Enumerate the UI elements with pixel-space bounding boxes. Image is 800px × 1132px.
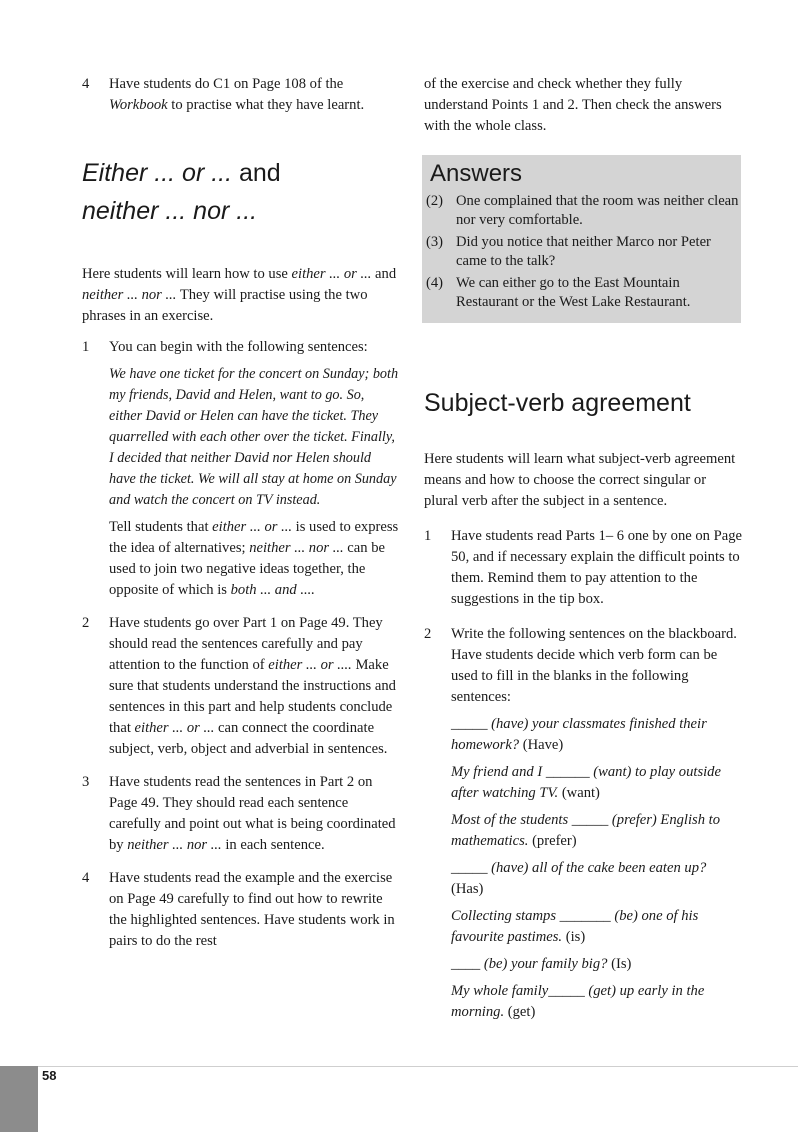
left-column	[82, 74, 400, 964]
right-column	[424, 74, 742, 1035]
example-sentence: _____ (have) all of the cake been eaten up? (Has)	[451, 860, 707, 897]
list-item	[82, 868, 400, 952]
item-text: Have students read the example and the exercise on Page 49 carefully to find out how to rewrite the highlighted sentences. Have students work in pairs to do the rest	[109, 870, 395, 949]
answer-text: One complained that the room was neither clean nor very comfortable.	[456, 193, 739, 228]
answer-item	[422, 233, 741, 271]
item-text: Have students go over Part 1 on Page 49. They should read the sentences carefully and pay attention to the function of either ... or .... Make sure that students understand the instructions and sentences in this part and help students conclude that either ... or ... can connect the coordinate subject, verb, object and adverbial in sentences.	[109, 615, 396, 757]
item-number: 4	[82, 870, 90, 886]
continuation-text: of the exercise and check whether they fully understand Points 1 and 2. Then check the answers with the whole class.	[424, 76, 722, 134]
item-number: 2	[424, 626, 432, 642]
answer-number: (2)	[426, 193, 444, 209]
answer-item	[422, 192, 741, 230]
example-sentence: _____ (have) your classmates finished their homework? (Have)	[451, 716, 707, 753]
example-sentence: Collecting stamps _______ (be) one of his favourite pastimes. (is)	[451, 908, 699, 945]
item-number: 1	[424, 528, 432, 544]
item-number: 4	[82, 76, 90, 92]
answers-title: Answers	[430, 160, 523, 187]
answers-box	[422, 155, 741, 323]
section-heading-subject-verb: Subject-verb agreement	[424, 389, 691, 417]
example-sentence: Most of the students _____ (prefer) English to mathematics. (prefer)	[451, 812, 721, 849]
item-text: You can begin with the following sentences:	[109, 339, 368, 355]
item-text: Have students read Parts 1– 6 one by one on Page 50, and if necessary explain the difficult points to them. Remind them to pay attention to the suggestions in the tip box.	[451, 528, 742, 607]
section-heading-either-neither: Either ... or ... and neither ... nor ...	[82, 159, 281, 225]
footer-rule	[38, 1066, 798, 1067]
section-intro: Here students will learn what subject-verb agreement means and how to choose the correct singular or plural verb after the subject in a sentence.	[424, 451, 736, 509]
example-text: We have one ticket for the concert on Sunday; both my friends, David and Helen, want to go. So, either David or Helen can have the ticket. They quarrelled with each other over the ticket. Finally, I decided that neither David nor Helen should have the ticket. We will all stay at home on Sunday and watch the concert on TV instead.	[109, 366, 399, 508]
list-item	[82, 613, 400, 760]
page-number: 58	[42, 1068, 57, 1083]
list-item	[424, 526, 742, 610]
answer-text: We can either go to the East Mountain Restaurant or the West Lake Restaurant.	[456, 275, 691, 310]
list-item	[82, 74, 400, 116]
example-sentence: My friend and I ______ (want) to play outside after watching TV. (want)	[451, 764, 721, 801]
answer-number: (4)	[426, 275, 444, 291]
answer-number: (3)	[426, 234, 444, 250]
list-item	[82, 337, 400, 601]
answer-text: Did you notice that neither Marco nor Peter came to the talk?	[456, 234, 711, 269]
page-tab	[0, 1066, 38, 1132]
list-item	[82, 772, 400, 856]
item-number: 1	[82, 339, 90, 355]
answer-item	[422, 274, 741, 312]
example-sentence: My whole family_____ (get) up early in the morning. (get)	[451, 983, 705, 1020]
section-intro: Here students will learn how to use either ... or ... and neither ... nor ... They will practise using the two phrases in an exercise.	[82, 266, 397, 324]
item-text: Have students do C1 on Page 108 of the Workbook to practise what they have learnt.	[109, 76, 365, 113]
item-text: Write the following sentences on the blackboard. Have students decide which verb form can be used to fill in the blanks in the following sentences:	[451, 626, 737, 705]
item-number: 3	[82, 774, 90, 790]
example-sentence: ____ (be) your family big? (Is)	[451, 956, 632, 972]
item-text: Tell students that either ... or ... is used to express the idea of alternatives; neither ... nor ... can be used to join two negative ideas together, the opposite of which is both ... and ....	[109, 519, 399, 598]
item-number: 2	[82, 615, 90, 631]
item-text: Have students read the sentences in Part 2 on Page 49. They should read each sentence carefully and point out what is being coordinated by neither ... nor ... in each sentence.	[109, 774, 396, 853]
list-item	[424, 624, 742, 1023]
